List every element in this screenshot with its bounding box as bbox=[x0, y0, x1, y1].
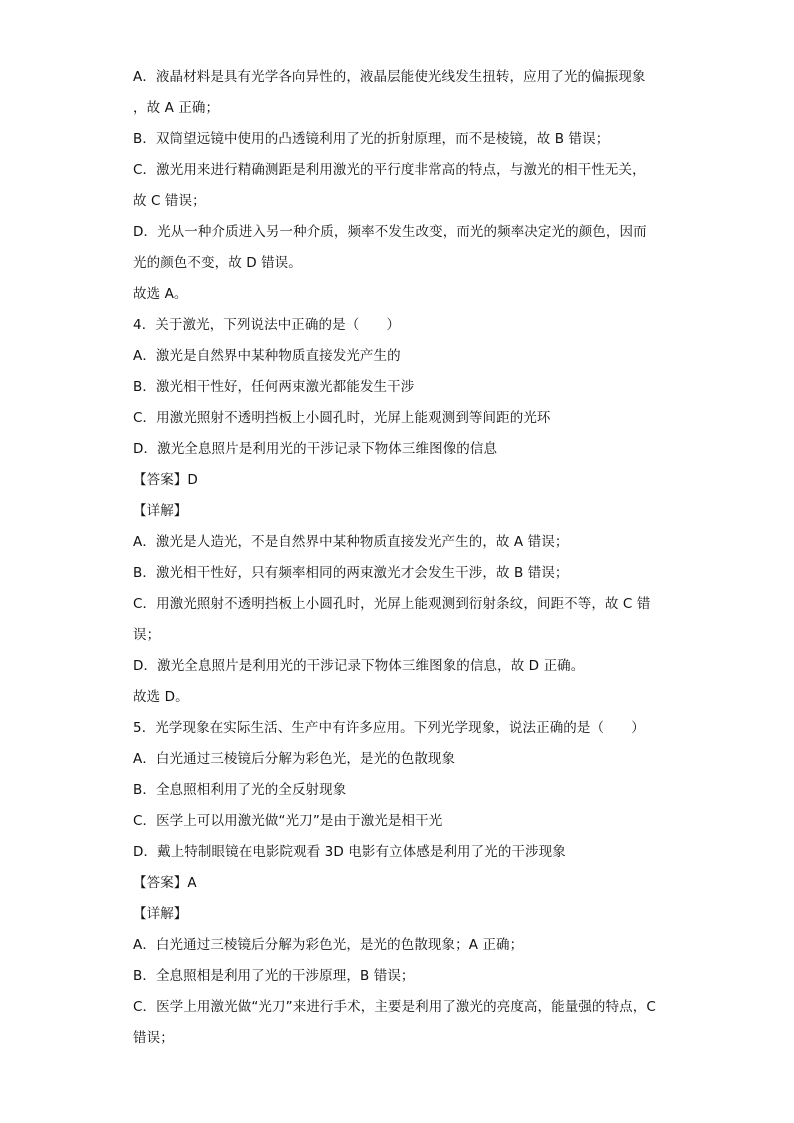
question-4-explanation-heading: 【详解】 bbox=[133, 503, 188, 519]
question-5-option-a: A．白光通过三棱镜后分解为彩色光，是光的色散现象 bbox=[133, 751, 456, 767]
text-line: 错误； bbox=[133, 1030, 174, 1046]
question-5-explanation-heading: 【详解】 bbox=[133, 906, 188, 922]
question-4-option-a: A．激光是自然界中某种物质直接发光产生的 bbox=[133, 348, 401, 364]
question-5-stem: 5．光学现象在实际生活、生产中有许多应用。下列光学现象，说法正确的是（ ） bbox=[133, 720, 645, 736]
text-line: 光的颜色不变，故 D 错误。 bbox=[133, 255, 302, 271]
text-line: D．激光全息照片是利用光的干涉记录下物体三维图象的信息，故 D 正确。 bbox=[133, 658, 585, 674]
text-line: A．白光通过三棱镜后分解为彩色光，是光的色散现象；A 正确； bbox=[133, 937, 524, 953]
question-4-option-c: C．用激光照射不透明挡板上小圆孔时，光屏上能观测到等间距的光环 bbox=[133, 410, 551, 426]
text-line: 故选 D。 bbox=[133, 689, 189, 705]
question-4-stem: 4．关于激光，下列说法中正确的是（ ） bbox=[133, 317, 401, 333]
question-4-answer: 【答案】D bbox=[133, 472, 198, 488]
text-line: B．双筒望远镜中使用的凸透镜利用了光的折射原理，而不是棱镜，故 B 错误； bbox=[133, 131, 610, 147]
question-5-option-c: C．医学上可以用激光做“光刀”是由于激光是相干光 bbox=[133, 813, 443, 829]
text-line: A．激光是人造光，不是自然界中某种物质直接发光产生的，故 A 错误； bbox=[133, 534, 569, 550]
text-line: 误； bbox=[133, 627, 161, 643]
text-line: C．用激光照射不透明挡板上小圆孔时，光屏上能观测到衍射条纹，间距不等，故 C 错 bbox=[133, 596, 651, 612]
question-5-option-d: D．戴上特制眼镜在电影院观看 3D 电影有立体感是利用了光的干涉现象 bbox=[133, 844, 566, 860]
question-5-answer: 【答案】A bbox=[133, 875, 197, 891]
text-line: 故选 A。 bbox=[133, 286, 188, 302]
text-line: D．光从一种介质进入另一种介质，频率不发生改变，而光的频率决定光的颜色，因而 bbox=[133, 224, 647, 240]
question-4-option-b: B．激光相干性好，任何两束激光都能发生干涉 bbox=[133, 379, 415, 395]
question-5-option-b: B．全息照相利用了光的全反射现象 bbox=[133, 782, 347, 798]
question-4-option-d: D．激光全息照片是利用光的干涉记录下物体三维图像的信息 bbox=[133, 441, 498, 457]
text-line: C．激光用来进行精确测距是利用激光的平行度非常高的特点，与激光的相干性无关， bbox=[133, 162, 646, 178]
text-line: B．激光相干性好，只有频率相同的两束激光才会发生干涉，故 B 错误； bbox=[133, 565, 569, 581]
text-line: ，故 A 正确； bbox=[133, 100, 220, 116]
text-line: 故 C 错误； bbox=[133, 193, 206, 209]
text-line: C．医学上用激光做“光刀”来进行手术，主要是利用了激光的亮度高，能量强的特点，C bbox=[133, 999, 656, 1015]
text-line: B．全息照相是利用了光的干涉原理，B 错误； bbox=[133, 968, 415, 984]
document-body bbox=[133, 62, 673, 1054]
text-line: A．液晶材料是具有光学各向异性的，液晶层能使光线发生扭转，应用了光的偏振现象 bbox=[133, 69, 646, 85]
